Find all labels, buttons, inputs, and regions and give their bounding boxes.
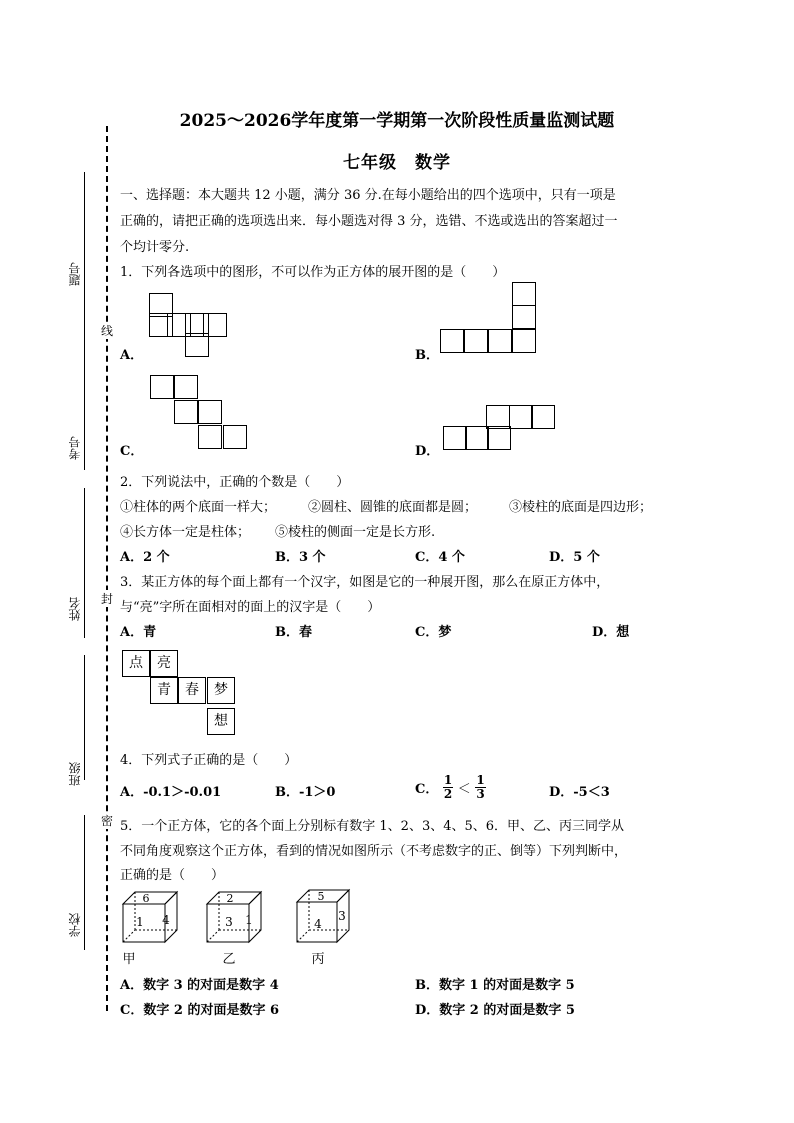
cube-jia-side: 4	[162, 913, 170, 927]
q4-option-a: A．-0.1＞-0.01	[120, 785, 222, 800]
binding-label-class: 班级	[68, 762, 82, 786]
binding-line-5	[84, 815, 85, 950]
q1-option-a-label: A．	[120, 348, 144, 363]
cube-yi-top: 2	[226, 892, 234, 905]
cube-bing-front: 4	[314, 917, 322, 931]
q4-option-c-label: C．	[415, 782, 439, 797]
binding-line-1	[84, 172, 85, 322]
page-subtitle: 七年级 数学	[343, 153, 451, 173]
q5-stem-line-1: 5．一个正方体，它的各个面上分别标有数字 1、2、3、4、5、6．甲、乙、丙三同学从	[120, 819, 625, 834]
net-cell: 青	[150, 677, 178, 704]
q3-option-c: C．梦	[415, 625, 452, 640]
net-cell: 点	[122, 650, 150, 677]
less-than-sign: ＜	[457, 782, 471, 797]
q2-statement-5: ⑤棱柱的侧面一定是长方形.	[275, 525, 436, 540]
q3-stem-line-2: 与“亮”字所在面相对的面上的汉字是（ ）	[120, 600, 381, 615]
q3-option-d: D．想	[592, 625, 630, 640]
section-intro-line-3: 个均计零分.	[120, 240, 190, 255]
binding-label-school: 学校	[68, 913, 82, 937]
net-cell: 梦	[207, 677, 235, 704]
q1-option-c-label: C．	[120, 444, 144, 459]
page-title: 2025～2026学年度第一学期第一次阶段性质量监测试题	[179, 111, 615, 131]
q5-stem-line-3: 正确的是（ ）	[120, 868, 225, 883]
binding-label-exam-no: 考号	[68, 436, 82, 460]
q5-option-b: B．数字 1 的对面是数字 5	[415, 978, 575, 993]
q1-option-b-label: B．	[415, 348, 439, 363]
q5-cube-views	[115, 886, 365, 968]
cube-view-yi	[207, 892, 261, 942]
net-cell: 春	[178, 677, 206, 704]
q2-option-c: C．4 个	[415, 550, 465, 565]
q1-option-d-label: D．	[415, 444, 440, 459]
q5-option-a: A．数字 3 的对面是数字 4	[120, 978, 279, 993]
section-intro-line-1: 一、选择题：本大题共 12 小题，满分 36 分.在每小题给出的四个选项中，只有一项是	[120, 188, 616, 203]
q2-stem: 2．下列说法中，正确的个数是（ ）	[120, 475, 350, 490]
cube-yi-front: 3	[225, 915, 233, 929]
q2-statement-1: ①柱体的两个底面一样大；	[120, 500, 277, 515]
net-cell: 想	[207, 708, 235, 735]
binding-label-name: 姓名	[68, 597, 82, 621]
net-cell: 亮	[150, 650, 178, 677]
q2-option-b: B．3 个	[275, 550, 326, 565]
cube-bing-side: 3	[338, 909, 346, 923]
q2-statement-3: ③棱柱的底面是四边形；	[509, 500, 653, 515]
binding-line-4	[84, 655, 85, 780]
fraction-one-third: $\frac{1}{3}$	[476, 773, 485, 801]
seal-char-seal: 封	[100, 592, 113, 606]
section-intro-line-2: 正确的，请把正确的选项选出来．每小题选对得 3 分，选错、不选或选出的答案超过一	[120, 214, 618, 229]
q3-option-b: B．春	[275, 625, 312, 640]
seal-char-line: 线	[100, 324, 113, 338]
cube-bing-top: 5	[317, 890, 325, 903]
q4-stem: 4．下列式子正确的是（ ）	[120, 753, 298, 768]
cube-jia-front: 1	[136, 915, 144, 929]
binding-line-2	[84, 320, 85, 470]
q5-stem-line-2: 不同角度观察这个正方体，看到的情况如图所示（不考虑数字的正、倒等）下列判断中，	[120, 844, 628, 859]
q5-option-d: D．数字 2 的对面是数字 5	[415, 1003, 575, 1018]
q4-option-c	[415, 774, 486, 801]
q3-option-a: A．青	[120, 625, 157, 640]
seal-char-secret: 密	[100, 814, 113, 828]
q2-option-d: D．5 个	[549, 550, 600, 565]
binding-label-question-no: 题号	[68, 262, 82, 286]
q5-option-c: C．数字 2 的对面是数字 6	[120, 1003, 280, 1018]
cube-yi-caption: 乙	[222, 952, 236, 967]
cut-line	[106, 126, 108, 1011]
q4-option-d: D．-5＜3	[549, 785, 610, 800]
fraction-one-half: $\frac{1}{2}$	[443, 773, 453, 801]
q2-option-a: A．2 个	[120, 550, 170, 565]
cube-yi-side: 1	[245, 913, 253, 927]
cube-jia-caption: 甲	[122, 952, 136, 967]
q2-statement-4: ④长方体一定是柱体；	[120, 525, 251, 540]
cube-jia-top: 6	[142, 892, 150, 905]
q2-statement-2: ②圆柱、圆锥的底面都是圆；	[308, 500, 478, 515]
cube-bing-caption: 丙	[311, 952, 325, 967]
q4-option-b: B．-1＞0	[275, 785, 336, 800]
q1-stem: 1．下列各选项中的图形，不可以作为正方体的展开图的是（ ）	[120, 265, 506, 280]
binding-line-3	[84, 488, 85, 638]
q3-stem-line-1: 3．某正方体的每个面上都有一个汉字，如图是它的一种展开图，那么在原正方体中，	[120, 575, 610, 590]
